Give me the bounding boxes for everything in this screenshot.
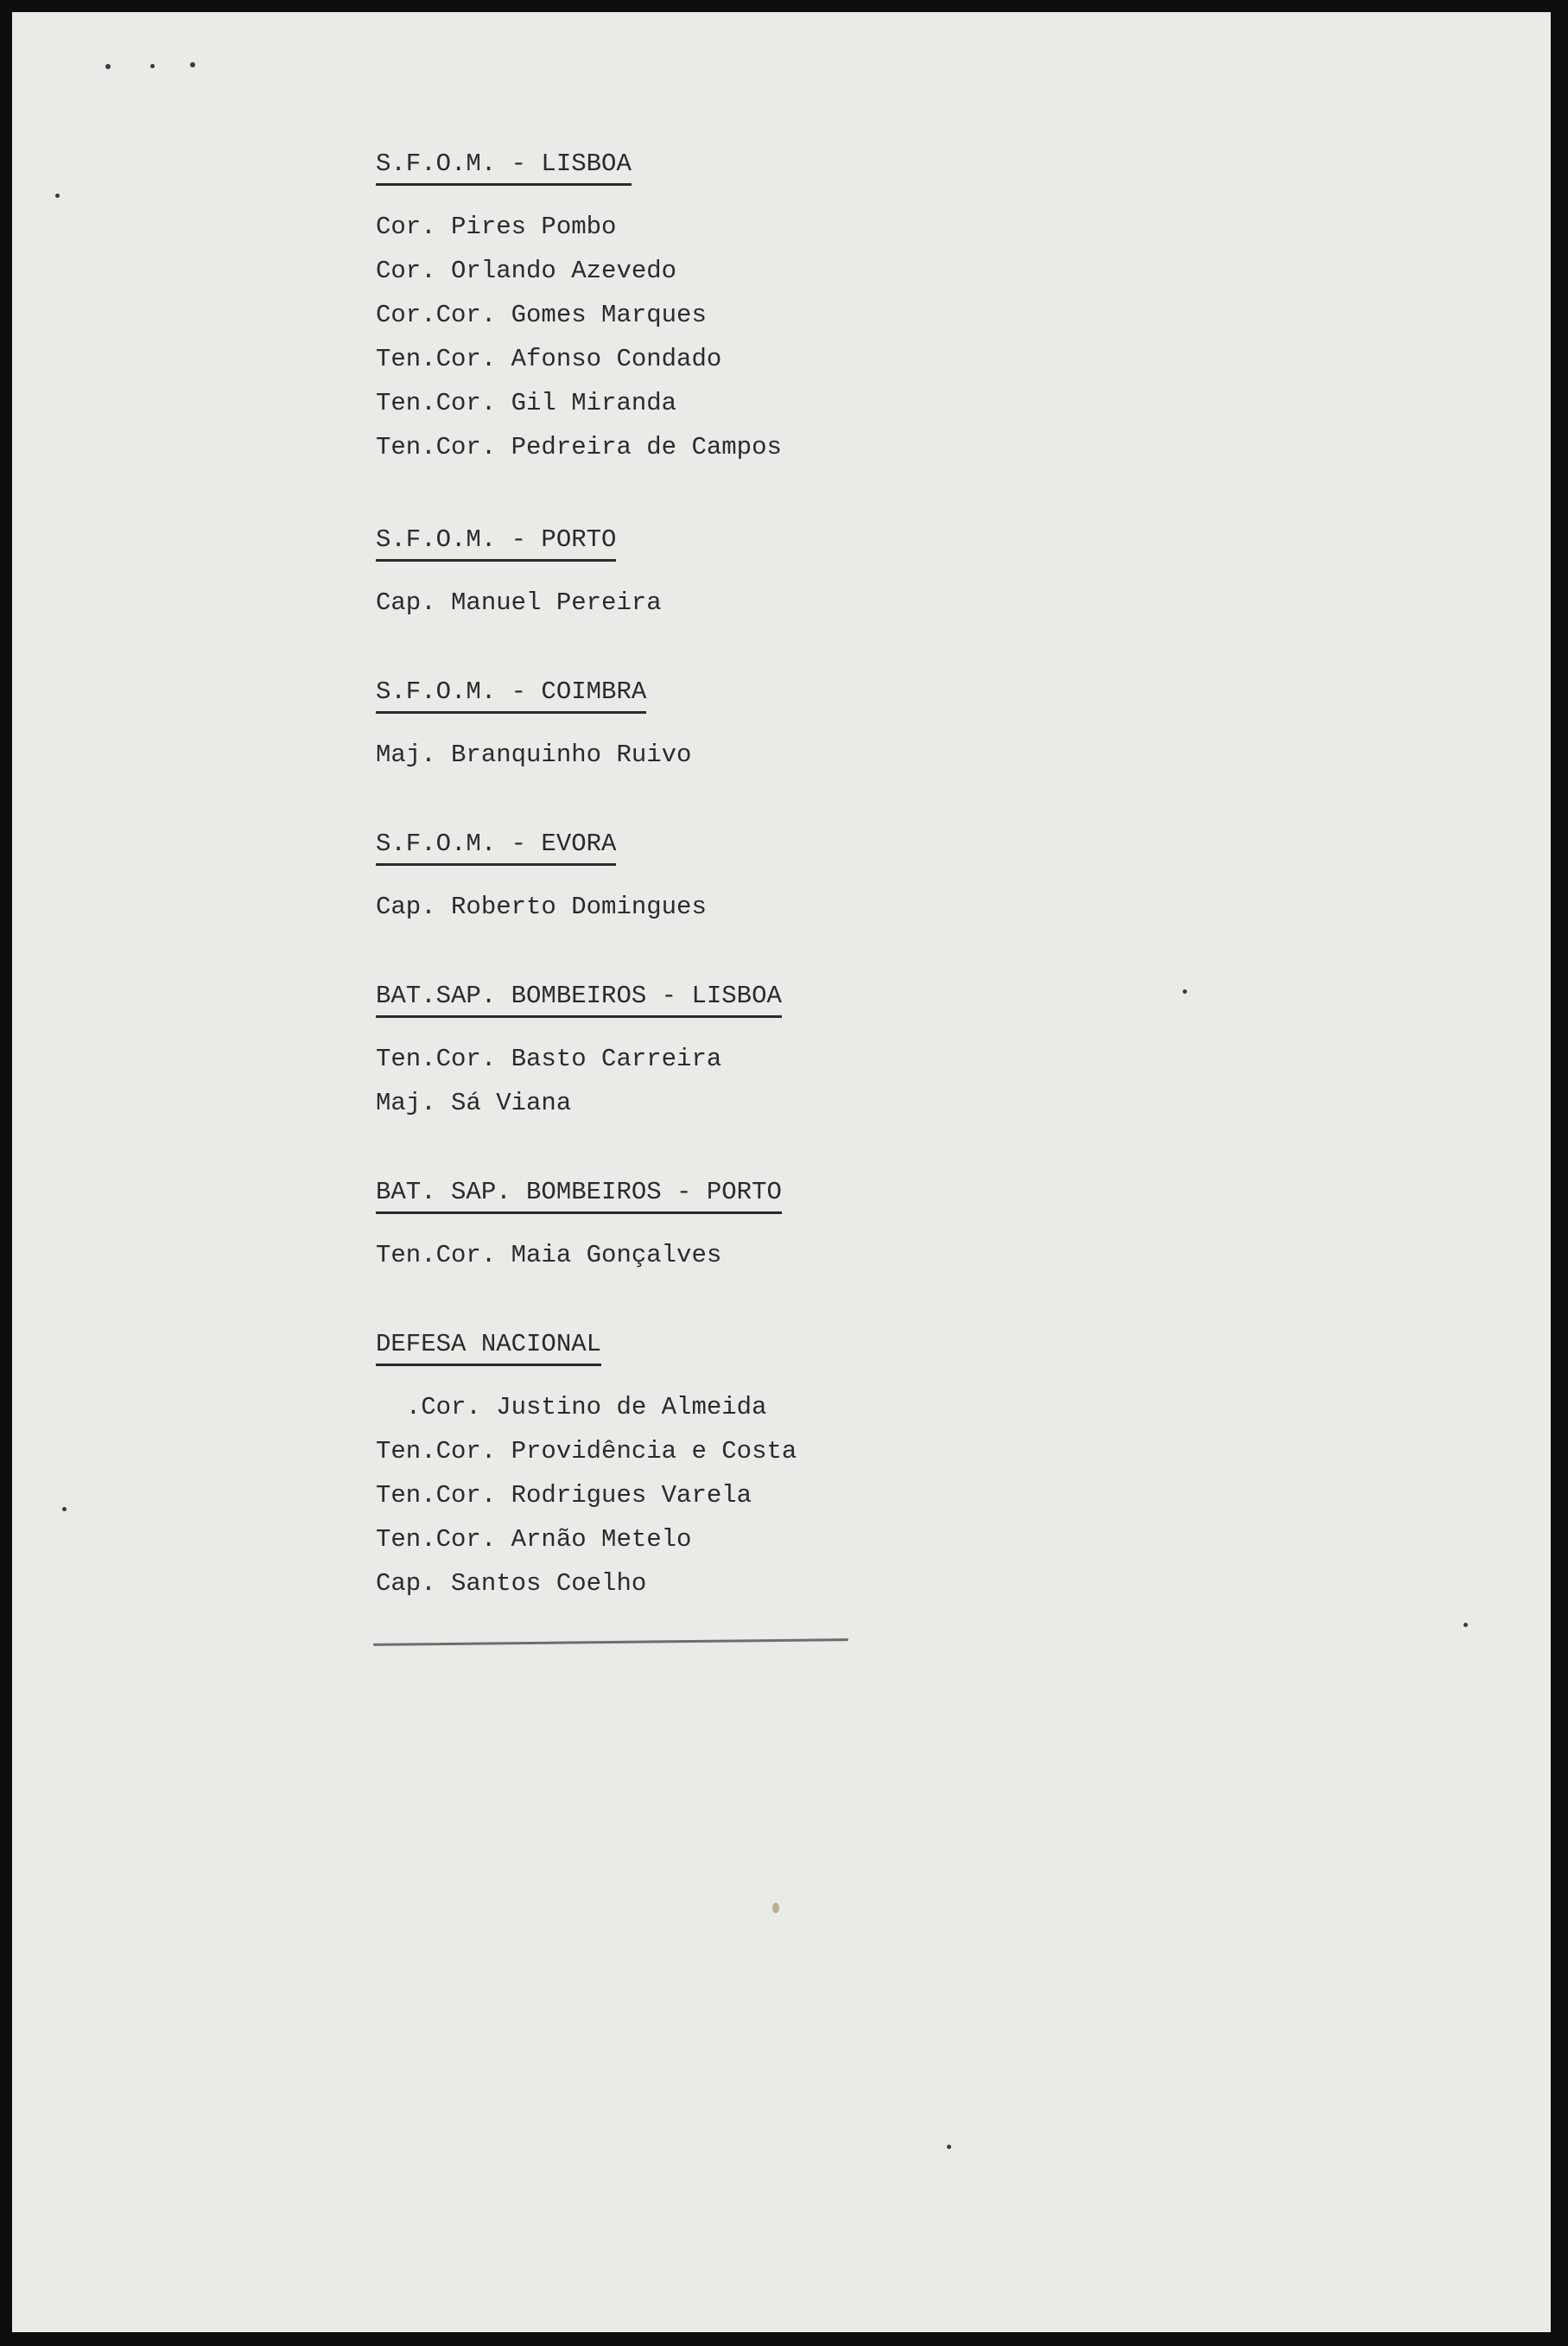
- section-defesa-nacional: [376, 1322, 1326, 1605]
- list-item: Ten.Cor. Arnão Metelo: [376, 1525, 692, 1554]
- section-sfom-lisboa: [376, 142, 1326, 469]
- section-sfom-evora: [376, 822, 1326, 929]
- list-item: Cap. Santos Coelho: [376, 1569, 647, 1598]
- list-item: Ten.Cor. Maia Gonçalves: [376, 1241, 722, 1269]
- list-item: Ten.Cor. Rodrigues Varela: [376, 1481, 752, 1510]
- list-item: Ten.Cor. Providência e Costa: [376, 1437, 797, 1465]
- list-item: Maj. Sá Viana: [376, 1089, 572, 1117]
- pen-underline-mark: [373, 1638, 848, 1646]
- scan-speck: [190, 62, 195, 67]
- scan-speck: [1183, 989, 1187, 994]
- list-item: .Cor. Justino de Almeida: [376, 1393, 767, 1421]
- list-item: Ten.Cor. Afonso Condado: [376, 345, 722, 373]
- scan-speck: [947, 2145, 951, 2149]
- document-body: [376, 142, 1326, 1605]
- section-heading: S.F.O.M. - PORTO: [376, 523, 616, 562]
- scan-speck: [772, 1903, 779, 1913]
- section-sfom-coimbra: [376, 670, 1326, 777]
- list-item: Ten.Cor. Gil Miranda: [376, 389, 677, 417]
- list-item: Cor. Pires Pombo: [376, 213, 617, 241]
- list-item: Cap. Roberto Domingues: [376, 893, 707, 921]
- scan-speck: [55, 194, 60, 198]
- scan-speck: [62, 1507, 67, 1511]
- list-item: Ten.Cor. Basto Carreira: [376, 1045, 722, 1073]
- section-heading: DEFESA NACIONAL: [376, 1327, 601, 1366]
- section-bombeiros-porto: [376, 1170, 1326, 1277]
- section-heading: S.F.O.M. - EVORA: [376, 827, 616, 866]
- list-item: Maj. Branquinho Ruivo: [376, 741, 692, 769]
- section-heading: BAT.SAP. BOMBEIROS - LISBOA: [376, 979, 782, 1018]
- document-page: [12, 12, 1551, 2332]
- section-heading: S.F.O.M. - COIMBRA: [376, 675, 646, 714]
- section-heading: S.F.O.M. - LISBOA: [376, 147, 632, 186]
- section-heading: BAT. SAP. BOMBEIROS - PORTO: [376, 1175, 782, 1214]
- scan-speck: [150, 64, 155, 68]
- list-item: Ten.Cor. Pedreira de Campos: [376, 433, 782, 461]
- list-item: Cor.Cor. Gomes Marques: [376, 301, 707, 329]
- scan-speck: [1463, 1623, 1468, 1627]
- scan-speck: [105, 64, 111, 69]
- section-bombeiros-lisboa: [376, 974, 1326, 1125]
- list-item: Cap. Manuel Pereira: [376, 588, 662, 617]
- section-sfom-porto: [376, 518, 1326, 625]
- list-item: Cor. Orlando Azevedo: [376, 257, 677, 285]
